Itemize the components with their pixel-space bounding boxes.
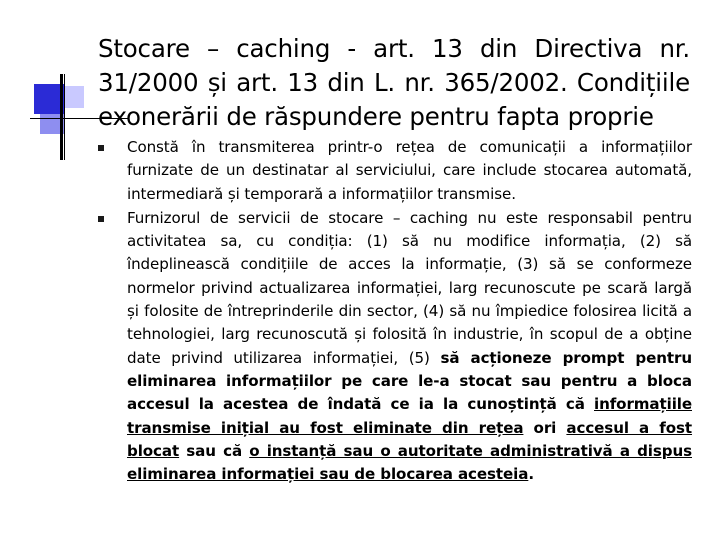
bullet-text-bold: ori (523, 418, 567, 437)
bullet-text-bold: sau că (179, 441, 250, 460)
square-bullet-icon (98, 145, 104, 151)
decorative-vertical-line-thin (64, 74, 65, 160)
bullet-text-underlined: informațiile transmise inițial au fost eliminate din rețea (127, 395, 692, 437)
bullet-text-underlined: o instanță sau o autoritate administrativă a dispus eliminarea informației sau de blocarea acesteia (127, 441, 692, 484)
bullet-text: Furnizorul de servicii de stocare – caching nu este responsabil pentru activitatea sa, cu condiția: (1) să nu modifice informația, (2) să îndeplinească condițiile de acces la informație, (3) să se conformeze normelor privind actualizarea informației, larg recunoscute pe scară largă și folosite de întreprinderile din sector, (4) să nu împiedice folosirea licită a tehnologiei, larg recunoscută și folosită în industrie, în scopul de a obține date privind utilizarea informației, (5) (127, 208, 692, 367)
slide-title: Stocare – caching - art. 13 din Directiva nr. 31/2000 și art. 13 din L. nr. 365/2002. Condițiile exonerării de răspundere pentru fapta proprie (98, 34, 690, 131)
bullet-text-bold: să acționeze prompt pentru eliminarea informațiilor pe care le-a stocat sau pentru a bloca accesul la acestea de îndată ce ia la cunoștință că (127, 348, 693, 414)
decorative-square-light (64, 86, 84, 108)
bullet-list (98, 136, 692, 487)
bullet-text: Constă în transmiterea printr-o rețea de comunicații a informațiilor furnizate de un destinatar al serviciului, care include stocarea automată, intermediară și temporară a informațiilor transmise. (127, 138, 692, 203)
bullet-text-end: . (528, 465, 534, 484)
square-bullet-icon (98, 216, 104, 222)
bullet-text-underlined: accesul a fost blocat (127, 418, 693, 460)
decorative-vertical-line (60, 74, 63, 160)
bullet-item-conditions (98, 207, 692, 487)
bullet-item-definition (98, 136, 692, 206)
